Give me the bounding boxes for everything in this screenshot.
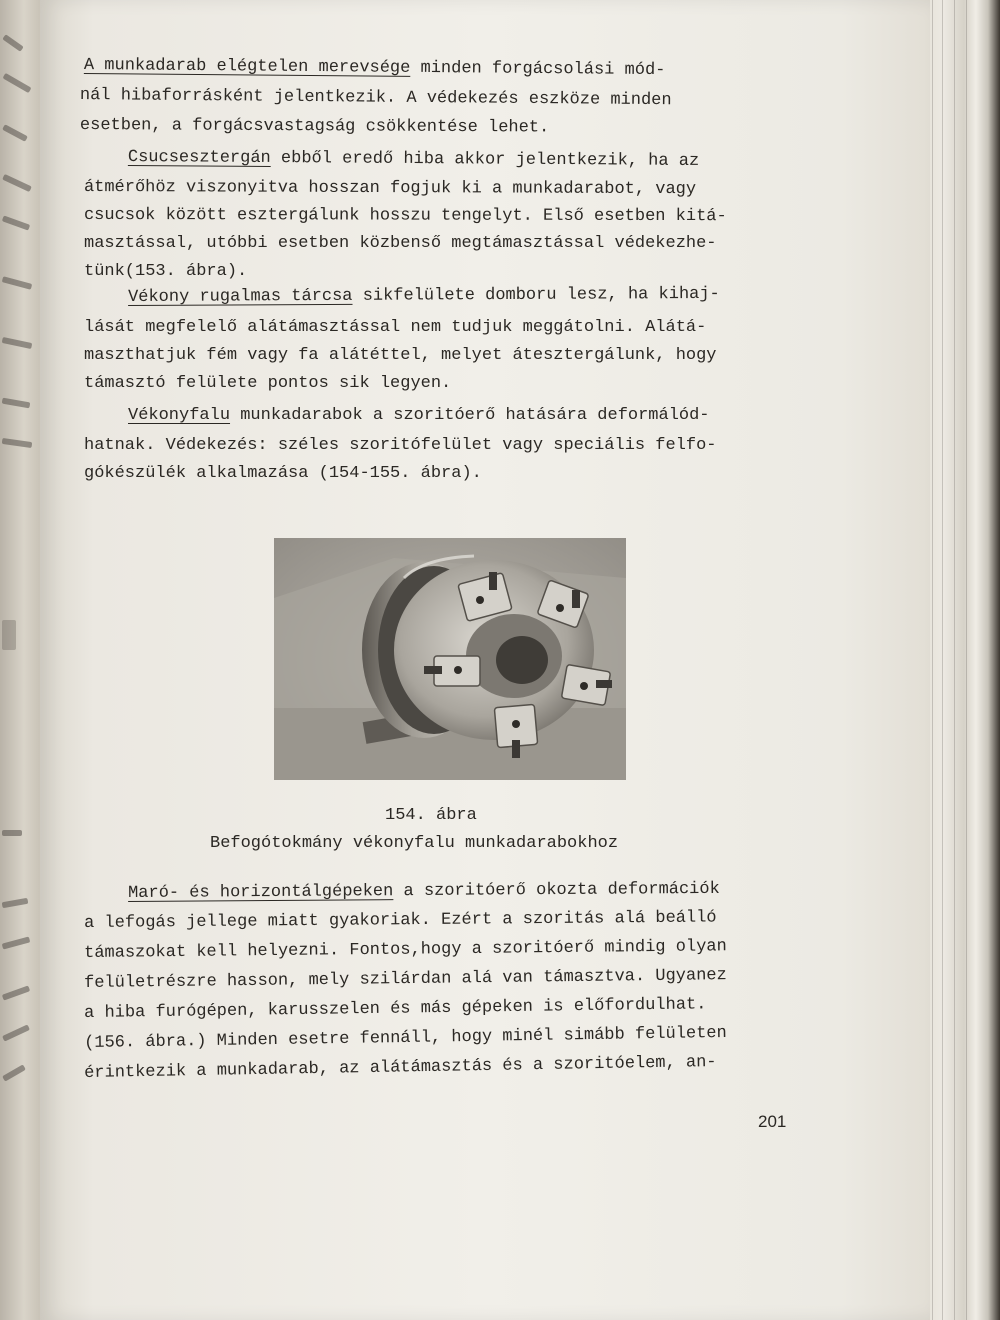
- facing-page-text-fragment: [2, 936, 31, 949]
- figure-caption: Befogótokmány vékonyfalu munkadarabokhoz: [210, 834, 619, 853]
- page-number: 201: [758, 1112, 787, 1131]
- text-line: maszthatjuk fém vagy fa alátéttel, melyet átesztergálunk, hogy: [84, 346, 717, 365]
- underlined-term: A munkadarab elégtelen merevsége: [83, 56, 411, 78]
- facing-page-text-fragment: [2, 398, 31, 409]
- facing-page-text-fragment: [2, 215, 30, 230]
- chuck-photo-image: [274, 538, 626, 780]
- facing-page-text-fragment: [2, 276, 33, 290]
- text-line: lását megfelelő alátámasztással nem tudjuk meggátolni. Alátá-: [84, 318, 707, 337]
- facing-page-text-fragment: [2, 34, 23, 52]
- text-line: (156. ábra.) Minden esetre fennáll, hogy minél simább felületen: [84, 1023, 727, 1053]
- figure-154-photo: [274, 538, 626, 780]
- text-line: támasztó felülete pontos sik legyen.: [84, 374, 452, 393]
- facing-page-figure-fragment: [2, 620, 16, 650]
- facing-page-text-fragment: [2, 1024, 30, 1041]
- text-line: masztással, utóbbi esetben közbenső megtámasztással védekezhe-: [84, 234, 717, 253]
- text-line: a hiba furógépen, karusszelen és más gépeken is előfordulhat.: [84, 995, 707, 1023]
- text-line: Vékonyfalu munkadarabok a szoritóerő hatására deformálód-: [128, 406, 710, 425]
- text-line: hatnak. Védekezés: széles szoritófelület vagy speciális felfo-: [84, 436, 717, 455]
- facing-page-text-fragment: [2, 898, 29, 908]
- underlined-term: Maró- és horizontálgépeken: [128, 882, 394, 903]
- text-line: a lefogás jellege miatt gyakoriak. Ezért a szoritás alá beálló: [84, 908, 717, 933]
- underlined-term: Vékonyfalu: [128, 406, 231, 425]
- book-page: [40, 0, 930, 1320]
- facing-page-text-fragment: [2, 124, 28, 142]
- text-line: Vékony rugalmas tárcsa sikfelülete domboru lesz, ha kihaj-: [128, 284, 720, 307]
- facing-page-text-fragment: [2, 1064, 26, 1081]
- underlined-term: Vékony rugalmas tárcsa: [128, 286, 353, 307]
- figure-number: 154. ábra: [385, 806, 477, 825]
- text-line: átmérőhöz viszonyitva hosszan fogjuk ki a munkadarabot, vagy: [83, 178, 697, 200]
- text-line: Csucsesztergán ebből eredő hiba akkor jelentkezik, ha az: [127, 148, 700, 171]
- text-line: érintkezik a munkadarab, az alátámasztás és a szoritóelem, an-: [84, 1052, 717, 1083]
- text-line: A munkadarab elégtelen merevsége minden forgácsolási mód-: [83, 56, 666, 81]
- underlined-term: Csucsesztergán: [127, 148, 271, 168]
- text-line: csucsok között esztergálunk hosszu tengelyt. Első esetben kitá-: [83, 206, 727, 227]
- text-line: felületrészre hasson, mely szilárdan alá van támasztva. Ugyanez: [84, 966, 727, 993]
- text-line: Maró- és horizontálgépeken a szoritóerő okozta deformációk: [128, 879, 720, 903]
- text-line: gókészülék alkalmazása (154-155. ábra).: [84, 464, 482, 483]
- facing-page-text-fragment: [2, 174, 32, 192]
- facing-page-text-fragment: [3, 73, 32, 93]
- left-facing-page: [0, 0, 40, 1320]
- text-line: esetben, a forgácsvastagság csökkentése lehet.: [79, 116, 550, 138]
- text-line: nál hibaforrásként jelentkezik. A védekezés eszköze minden: [79, 86, 672, 111]
- text-line: támaszokat kell helyezni. Fontos,hogy a szoritóerő mindig olyan: [84, 937, 727, 963]
- facing-page-text-fragment: [2, 830, 22, 836]
- page-edges: [920, 0, 1000, 1320]
- text-line: tünk(153. ábra).: [84, 262, 248, 281]
- facing-page-text-fragment: [2, 438, 33, 448]
- facing-page-text-fragment: [2, 337, 33, 349]
- facing-page-text-fragment: [2, 985, 30, 1000]
